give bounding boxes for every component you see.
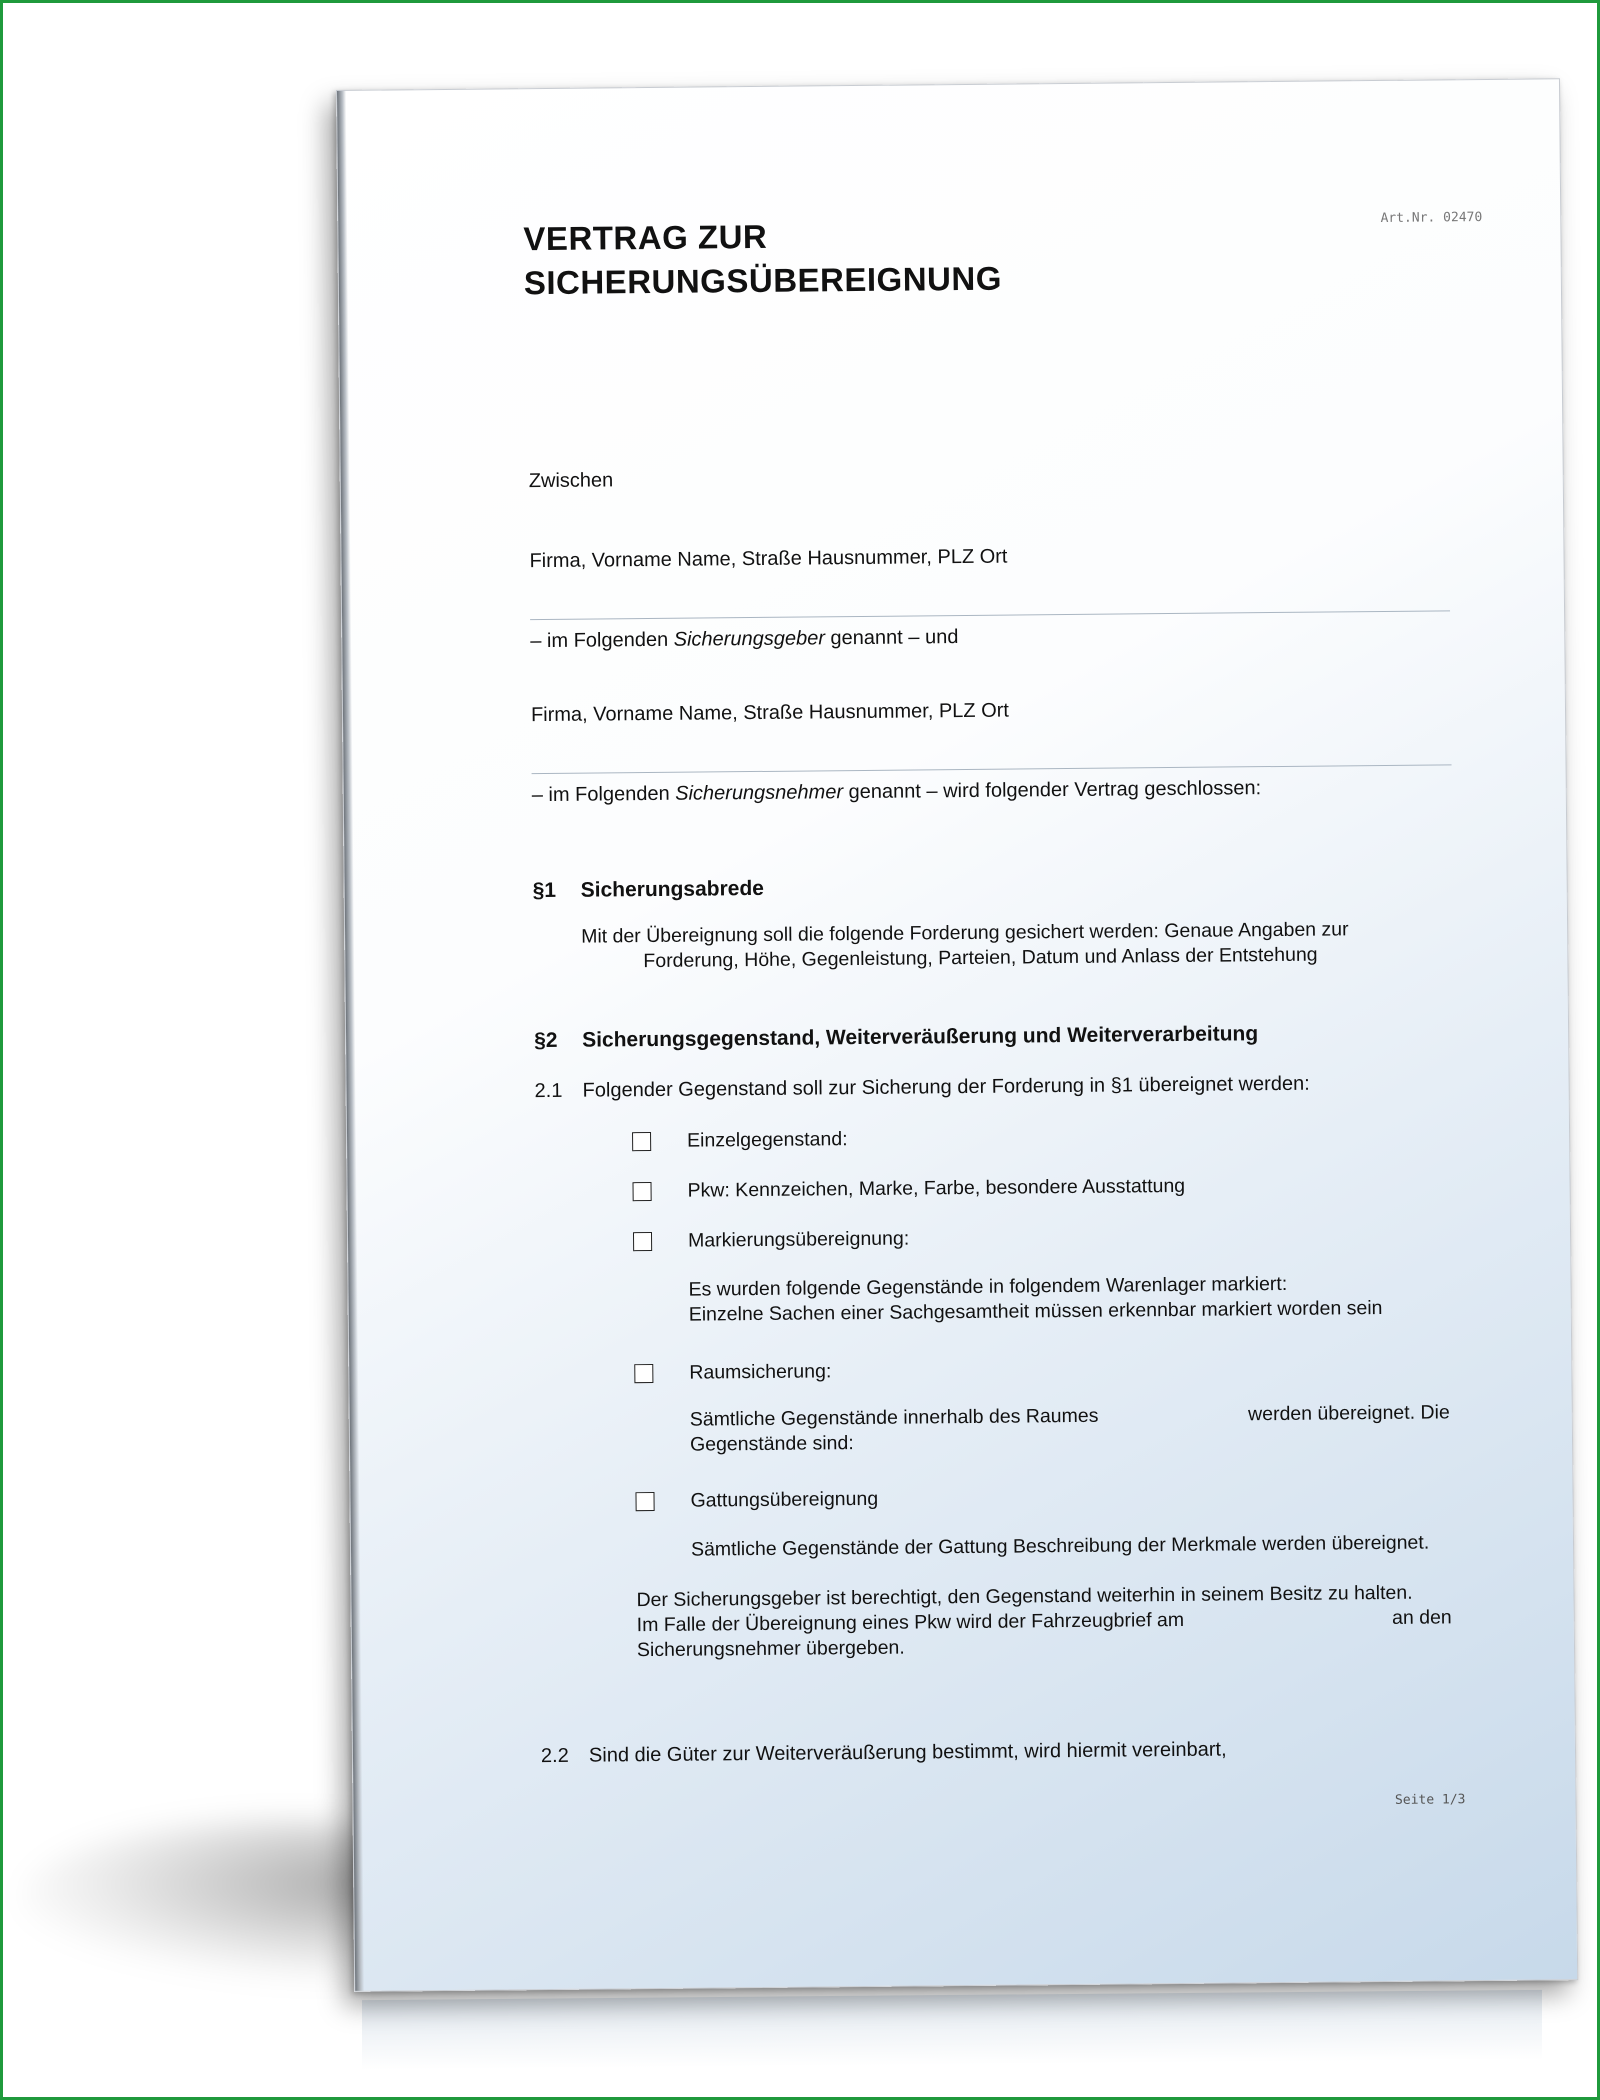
- title-line-2: SICHERUNGSÜBEREIGNUNG: [523, 259, 1003, 302]
- section-1-text: Mit der Übereignung soll die folgende Forderung gesichert werden: Genaue Angaben zur Forderung, Höhe, Gegenleistung, Parteien, Datum und Anlass der Entstehung: [581, 918, 1349, 973]
- paper-reflection: [362, 1990, 1542, 2070]
- party-2-role: – im Folgenden Sicherungsnehmer genannt – wird folgender Vertrag geschlossen:: [531, 777, 1262, 807]
- besitz-text: Der Sicherungsgeber ist berechtigt, den Gegenstand weiterhin in seinem Besitz zu halten. Im Falle der Übereignung eines Pkw wird der Fahrzeugbrief am an den Sicherungsnehmer übergeben.: [636, 1581, 1452, 1662]
- party-1-line: [530, 610, 1450, 620]
- raumsicherung-text: Sämtliche Gegenstände innerhalb des Raumes werden übereignet. Die Gegenstände sind:: [689, 1401, 1450, 1456]
- document-title: [523, 213, 1002, 306]
- paragraph-2-2: 2.2 Sind die Güter zur Weiterveräußerung bestimmt, wird hiermit vereinbart,: [540, 1738, 1227, 1768]
- checkbox-einzelgegenstand[interactable]: [632, 1132, 651, 1151]
- checkbox-markierung[interactable]: [633, 1232, 652, 1251]
- sicherungsnehmer-term: Sicherungsnehmer: [675, 781, 844, 805]
- article-number: Art.Nr. 02470: [1380, 210, 1483, 226]
- gattung-text: Sämtliche Gegenstände der Gattung Beschreibung der Merkmale werden übereignet.: [690, 1531, 1430, 1561]
- checkbox-pkw[interactable]: [632, 1182, 651, 1201]
- markierung-text: Es wurden folgende Gegenstände in folgendem Warenlager markiert: Einzelne Sachen einer Sachgesamtheit müssen erkennbar markiert worden sein: [688, 1272, 1383, 1326]
- checkbox-raumsicherung[interactable]: [634, 1364, 653, 1383]
- paragraph-2-1: 2.1 Folgender Gegenstand soll zur Sicherung der Forderung in §1 übereignet werden:: [534, 1072, 1310, 1103]
- section-2-heading: §2 Sicherungsgegenstand, Weiterveräußerung und Weiterverarbeitung: [534, 1022, 1259, 1053]
- checkbox-gattung[interactable]: [635, 1492, 654, 1511]
- title-line-1: VERTRAG ZUR: [523, 217, 768, 258]
- party-1-role: – im Folgenden Sicherungsgeber genannt – und: [530, 626, 959, 653]
- party-2-line: [532, 764, 1452, 774]
- party-2-address: Firma, Vorname Name, Straße Hausnummer, PLZ Ort: [530, 699, 1010, 727]
- section-1-heading: §1 Sicherungsabrede: [532, 876, 765, 903]
- sicherungsgeber-term: Sicherungsgeber: [673, 627, 826, 651]
- zwischen-label: Zwischen: [528, 469, 614, 493]
- page-number: Seite 1/3: [1394, 1792, 1466, 1808]
- party-1-address: Firma, Vorname Name, Straße Hausnummer, PLZ Ort: [529, 545, 1008, 573]
- document-page: [336, 78, 1578, 1992]
